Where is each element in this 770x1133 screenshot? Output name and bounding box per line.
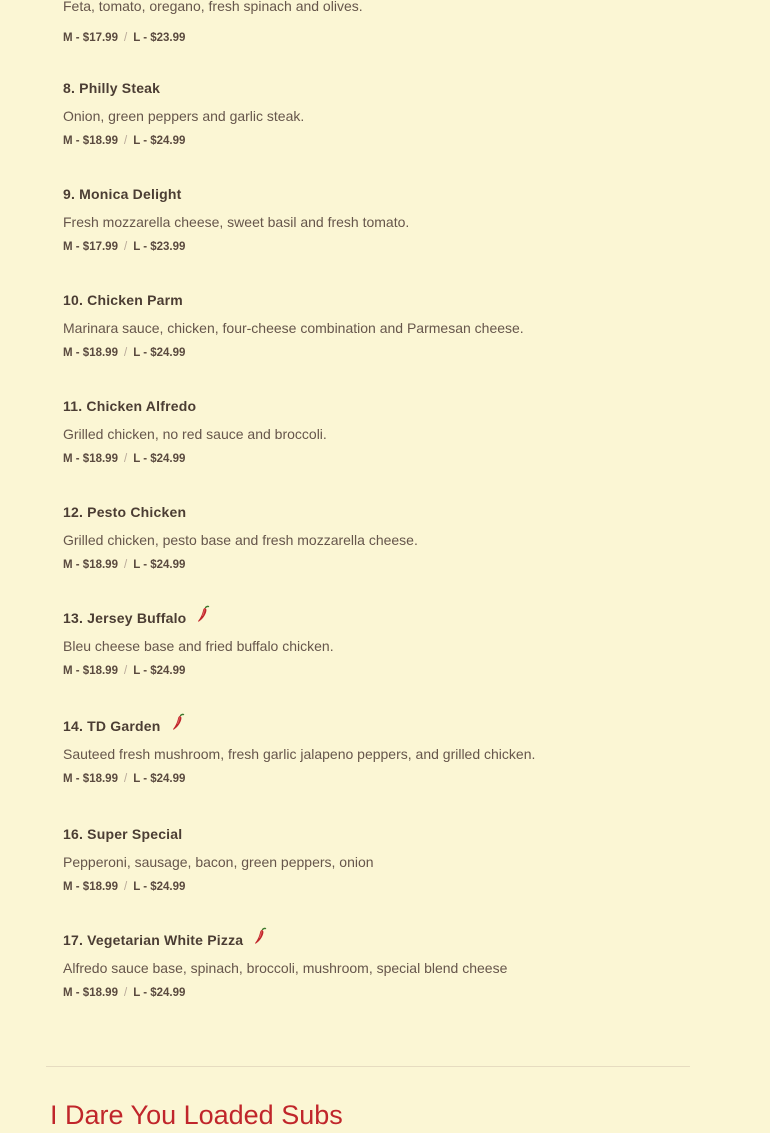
menu-item-price: [63, 878, 703, 896]
menu-item-description: Pepperoni, sausage, bacon, green peppers, onion: [63, 854, 374, 870]
menu-item-description: Sauteed fresh mushroom, fresh garlic jalapeno peppers, and grilled chicken.: [63, 746, 536, 762]
price-large: L - $24.99: [133, 559, 186, 571]
menu-item-description: Alfredo sauce base, spinach, broccoli, mushroom, special blend cheese: [63, 960, 508, 976]
menu-item-name: [63, 289, 703, 311]
menu-item-price: [63, 556, 703, 574]
menu-item-description: Feta, tomato, oregano, fresh spinach and olives.: [63, 0, 363, 14]
menu-item-title: 13. Jersey Buffalo: [63, 610, 187, 626]
price-separator: /: [123, 987, 128, 999]
menu-item-name: [63, 715, 703, 737]
price-large: L - $24.99: [133, 135, 186, 147]
price-large: L - $23.99: [133, 32, 186, 44]
menu-item: [63, 501, 703, 574]
menu-item-name: [63, 501, 703, 523]
chili-pepper-icon: [253, 927, 267, 945]
price-separator: /: [123, 32, 128, 44]
price-large: L - $24.99: [133, 987, 186, 999]
menu-item-price: [63, 770, 703, 788]
price-medium: M - $18.99: [63, 559, 118, 571]
menu-item: [63, 395, 703, 468]
menu-item: [63, 289, 703, 362]
menu-item-description: Bleu cheese base and fried buffalo chicken.: [63, 638, 334, 654]
menu-item-title: 12. Pesto Chicken: [63, 504, 187, 520]
price-separator: /: [123, 135, 128, 147]
menu-item-price: [63, 344, 703, 362]
price-medium: M - $17.99: [63, 32, 118, 44]
menu-item-name: [63, 823, 703, 845]
menu-item-name: [63, 77, 703, 99]
price-large: L - $24.99: [133, 665, 186, 677]
price-medium: M - $18.99: [63, 453, 118, 465]
section-title: I Dare You Loaded Subs: [50, 1100, 343, 1130]
menu-item-title: 10. Chicken Parm: [63, 292, 183, 308]
menu-item-price: [63, 132, 703, 150]
price-medium: M - $18.99: [63, 347, 118, 359]
menu-item: [63, 823, 703, 896]
menu-item-description: Fresh mozzarella cheese, sweet basil and fresh tomato.: [63, 214, 410, 230]
price-medium: M - $18.99: [63, 665, 118, 677]
menu-item-title: 16. Super Special: [63, 826, 183, 842]
menu-item-price: [63, 238, 703, 256]
price-separator: /: [123, 241, 128, 253]
price-large: L - $24.99: [133, 347, 186, 359]
price-separator: /: [123, 773, 128, 785]
menu-item: [63, 183, 703, 256]
menu-item-price: [63, 29, 185, 47]
menu-item-title: 11. Chicken Alfredo: [63, 398, 197, 414]
price-large: L - $23.99: [133, 241, 186, 253]
menu-item: [63, 929, 703, 1002]
menu-item-price: [63, 450, 703, 468]
menu-item-description: Grilled chicken, pesto base and fresh mozzarella cheese.: [63, 532, 418, 548]
menu-item: [63, 77, 703, 150]
menu-item: [63, 715, 703, 788]
price-medium: M - $18.99: [63, 135, 118, 147]
section-divider: [46, 1066, 690, 1067]
price-medium: M - $18.99: [63, 773, 118, 785]
price-large: L - $24.99: [133, 773, 186, 785]
chili-pepper-icon: [171, 713, 185, 731]
price-large: L - $24.99: [133, 453, 186, 465]
menu-item-name: [63, 929, 703, 951]
menu-item-title: 9. Monica Delight: [63, 186, 182, 202]
menu-item-description: Marinara sauce, chicken, four-cheese combination and Parmesan cheese.: [63, 320, 524, 336]
price-large: L - $24.99: [133, 881, 186, 893]
price-separator: /: [123, 453, 128, 465]
menu-item-price: [63, 662, 703, 680]
price-medium: M - $17.99: [63, 241, 118, 253]
menu-item-description: Grilled chicken, no red sauce and broccoli.: [63, 426, 327, 442]
price-separator: /: [123, 665, 128, 677]
price-medium: M - $18.99: [63, 987, 118, 999]
menu-item: [63, 607, 703, 680]
menu-item-name: [63, 395, 703, 417]
menu-item-name: [63, 183, 703, 205]
menu-item-title: 17. Vegetarian White Pizza: [63, 932, 244, 948]
price-separator: /: [123, 881, 128, 893]
price-separator: /: [123, 347, 128, 359]
chili-pepper-icon: [196, 605, 210, 623]
menu-item-title: 14. TD Garden: [63, 718, 161, 734]
menu-item-title: 8. Philly Steak: [63, 80, 161, 96]
menu-item-name: [63, 607, 703, 629]
price-medium: M - $18.99: [63, 881, 118, 893]
menu-item-price: [63, 984, 703, 1002]
menu-item-description: Onion, green peppers and garlic steak.: [63, 108, 305, 124]
price-separator: /: [123, 559, 128, 571]
